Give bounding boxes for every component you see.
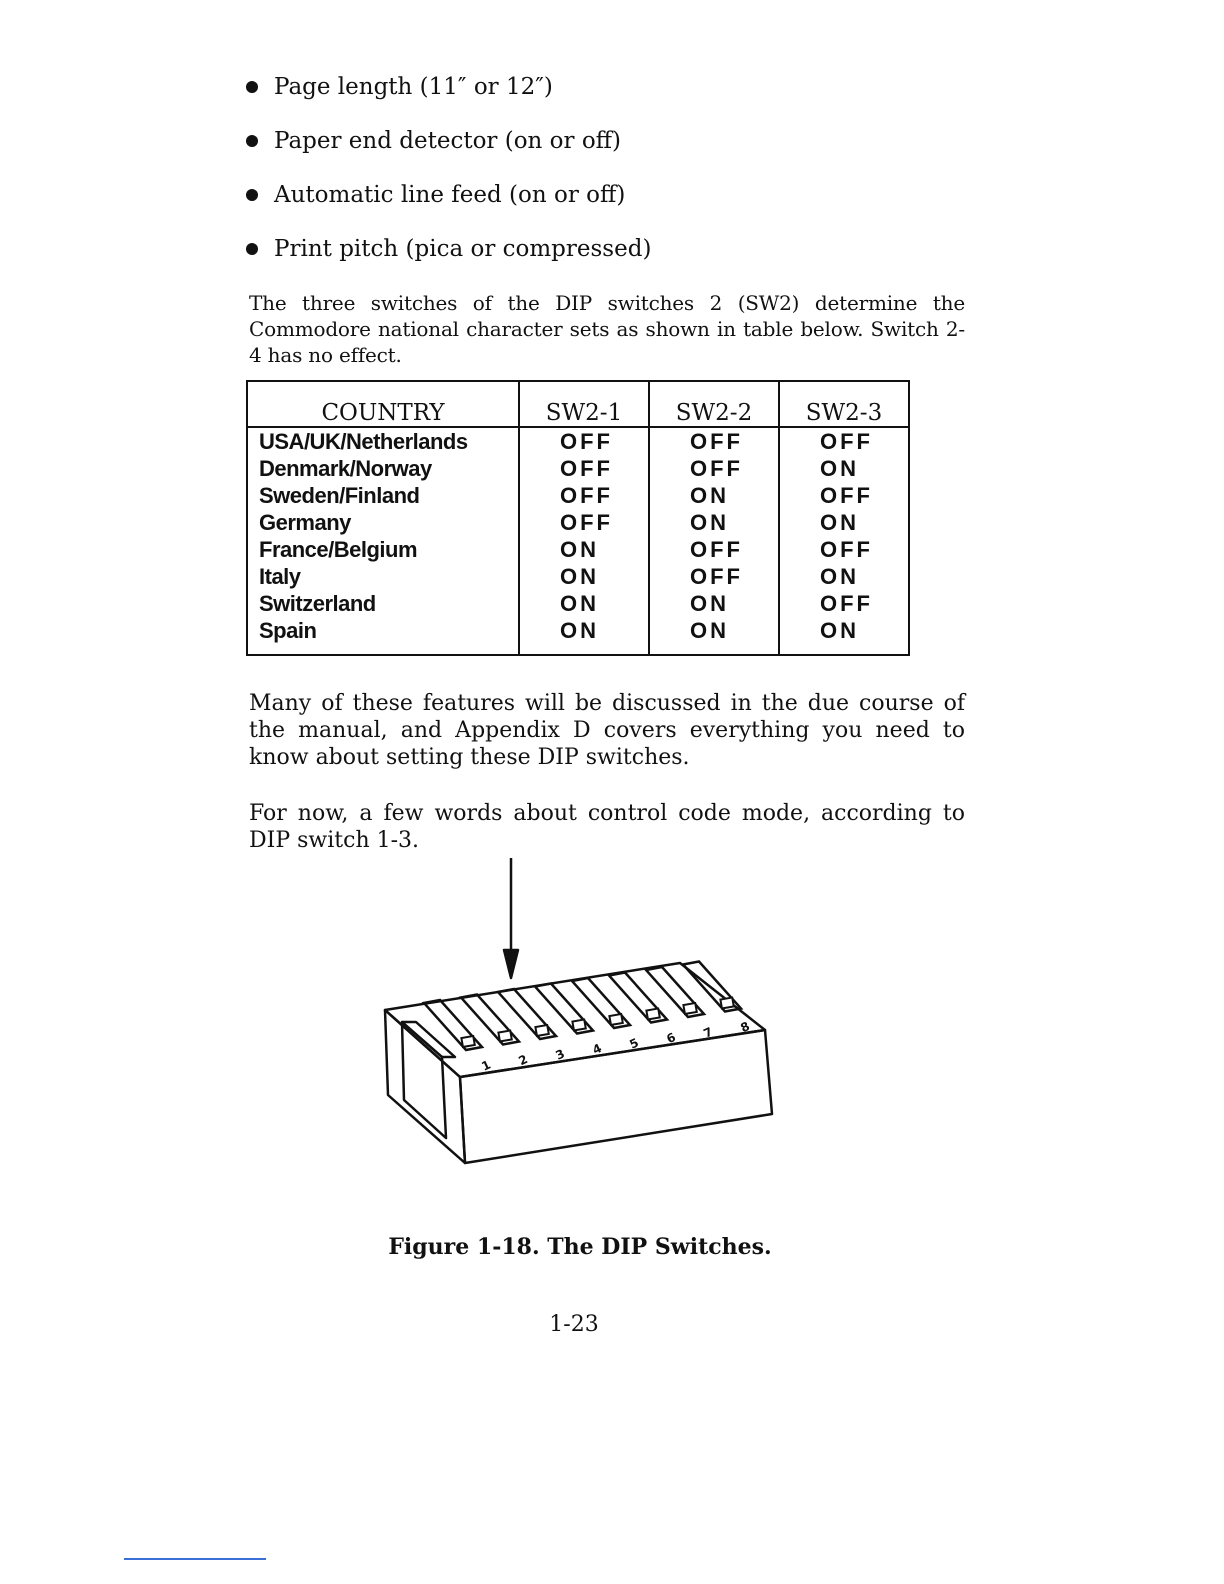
country-cell: France/Belgium [247,536,519,563]
appendix-paragraph: Many of these features will be discussed in the due course of the manual, and Appendix D covers everything you need to know about setting these DIP switches. [249,691,965,770]
sw2-2-cell: OFF [649,563,779,590]
switch-number-label: 4 [590,1040,604,1058]
intro-paragraph: The three switches of the DIP switches 2 (SW2) determine the Commodore national character sets as shown in table below. Switch 2-4 has no effect. [249,291,965,367]
table-row [247,563,909,590]
switch-number-label: 8 [738,1018,752,1036]
sw2-2-cell: OFF [649,536,779,563]
feature-list [246,72,651,288]
table-row [247,590,909,617]
sw2-2-cell: ON [649,617,779,655]
dip-switch-figure [380,850,800,1180]
list-item-text: Automatic line feed (on or off) [274,182,626,208]
sw2-3-cell: OFF [779,536,909,563]
pointer-arrow-head [504,950,518,978]
sw2-1-cell: OFF [519,455,649,482]
country-cell: USA/UK/Netherlands [247,427,519,455]
country-cell: Spain [247,617,519,655]
switch-number-label: 7 [701,1024,715,1041]
list-item-text: Paper end detector (on or off) [274,128,621,154]
footer-rule [124,1558,266,1560]
sw2-1-cell: ON [519,590,649,617]
table-row [247,482,909,509]
list-item-text: Page length (11″ or 12″) [274,74,553,100]
sw2-3-cell: ON [779,617,909,655]
sw2-2-cell: ON [649,509,779,536]
switch-number-label: 1 [479,1057,493,1074]
sw2-2-cell: ON [649,590,779,617]
dip-housing-slot [402,1022,446,1138]
column-header-sw2-2: SW2-2 [649,381,779,427]
sw2-1-cell: OFF [519,482,649,509]
dip-housing-front [460,1030,772,1163]
sw2-3-cell: OFF [779,482,909,509]
country-cell: Sweden/Finland [247,482,519,509]
column-header-sw2-3: SW2-3 [779,381,909,427]
table-row [247,427,909,455]
sw2-3-cell: OFF [779,590,909,617]
sw2-1-cell: ON [519,617,649,655]
sw2-3-cell: OFF [779,427,909,455]
sw2-1-cell: ON [519,563,649,590]
dip-switch-lever [572,1020,585,1031]
column-header-sw2-1: SW2-1 [519,381,649,427]
table-row [247,536,909,563]
dip-switch-lever [461,1036,474,1047]
switch-number-label: 2 [516,1051,530,1069]
sw2-3-cell: ON [779,509,909,536]
sw2-3-cell: ON [779,455,909,482]
bullet-dot-icon [246,135,258,147]
switch-number-label: 3 [553,1046,567,1063]
country-cell: Italy [247,563,519,590]
sw2-2-cell: OFF [649,427,779,455]
dip-switch-lever [646,1009,659,1020]
sw2-1-cell: OFF [519,509,649,536]
dip-housing-side [385,1010,465,1163]
bullet-dot-icon [246,189,258,201]
table-header-row [247,381,909,427]
table-row [247,455,909,482]
list-item [246,180,651,234]
dip-switch-lever [609,1014,622,1025]
list-item [246,126,651,180]
dip-switch-lever [498,1031,511,1042]
dip-switch-lever [683,1003,696,1014]
country-cell: Switzerland [247,590,519,617]
sw2-2-cell: ON [649,482,779,509]
figure-caption: Figure 1-18. The DIP Switches. [388,1234,772,1260]
column-header-country: COUNTRY [247,381,519,427]
country-cell: Germany [247,509,519,536]
character-set-table [246,380,910,656]
sw2-3-cell: ON [779,563,909,590]
sw2-2-cell: OFF [649,455,779,482]
dip-switch-lever [720,998,733,1009]
switch-number-label: 5 [627,1035,641,1052]
table-row [247,617,909,655]
list-item [246,72,651,126]
page-number: 1-23 [549,1312,599,1337]
bullet-dot-icon [246,243,258,255]
sw2-1-cell: OFF [519,427,649,455]
country-cell: Denmark/Norway [247,455,519,482]
dip-switch-lever [535,1025,548,1036]
list-item-text: Print pitch (pica or compressed) [274,236,652,262]
bullet-dot-icon [246,81,258,93]
table-row [247,509,909,536]
sw2-1-cell: ON [519,536,649,563]
control-code-paragraph: For now, a few words about control code mode, according to DIP switch 1-3. [249,801,965,853]
switch-number-label: 6 [664,1029,678,1047]
list-item [246,234,651,288]
